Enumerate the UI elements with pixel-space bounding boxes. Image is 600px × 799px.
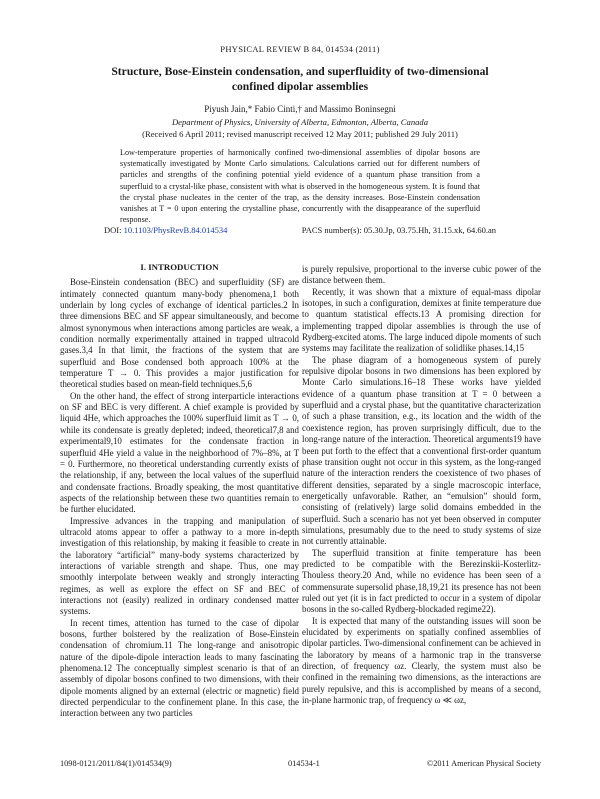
- left-column: [60, 262, 299, 720]
- paragraph: Recently, it was shown that a mixture of equal-mass dipolar isotopes, in such a configuration, demixes at finite temperature due to quantum statistical effects.13 A promising direction for implementing trapped dipolar assemblies is through the use of Rydberg-excited atoms. The large induced dipole moments of such systems may facilitate the realization of solidlike phases.14,15: [302, 286, 541, 354]
- paragraph: The phase diagram of a homogeneous system of purely repulsive dipolar bosons in two dimensions has been explored by Monte Carlo simulations.16–18 These works have yielded evidence of a quantum phase transition at T = 0 between a superfluid and a crystal phase, but the quantitative characterization of such a phase transition, e.g., its location and the width of the coexistence region, has proven surprisingly difficult, due to the long-range nature of the interaction. Theoretical arguments19 have been put forth to the effect that a conventional first-order quantum phase transition ought not occur in this system, as the long-ranged nature of the interaction renders the coexistence of two phases of different densities, separated by a single macroscopic interface, energetically unfavorable. Rather, an “emulsion” should form, consisting of (relatively) large solid domains embedded in the superfluid. Such a scenario has not yet been observed in computer simulations, presumably due to the need to study systems of size not currently attainable.: [302, 354, 541, 547]
- abstract: Low-temperature properties of harmonically confined two-dimensional assemblies of dipolar bosons are systematically investigated by Monte Carlo simulations. Calculations carried out for different numbers of particles and strengths of the confining potential yield evidence of a quantum phase transition from a superfluid to a crystal-like phase, consistent with what is observed in the homogeneous system. It is found that the crystal phase nucleates in the center of the trap, as the density increases. Bose-Einstein condensation vanishes at T = 0 upon entering the crystalline phase, concurrently with the disappearance of the superfluid response.: [120, 148, 480, 225]
- right-column: [302, 264, 541, 706]
- pacs-numbers: PACS number(s): 05.30.Jp, 03.75.Hh, 31.15.xk, 64.60.an: [301, 225, 496, 235]
- paragraph: In recent times, attention has turned to the case of dipolar bosons, further bolstered by the realization of Bose-Einstein condensation of chromium.11 The long-range and anisotropic nature of the dipole-dipole interaction leads to many fascinating phenomena.12 The conceptually simplest scenario is that of an assembly of dipolar bosons confined to two dimensions, with their dipole moments aligned by an external (electric or magnetic) field directed perpendicular to the confinement plane. In this case, the interaction between any two particles: [60, 617, 299, 719]
- running-head: PHYSICAL REVIEW B 84, 014534 (2011): [220, 44, 380, 54]
- footer-copyright: ©2011 American Physical Society: [426, 759, 541, 768]
- paragraph: is purely repulsive, proportional to the inverse cubic power of the distance between them.: [302, 264, 541, 286]
- paragraph: Bose-Einstein condensation (BEC) and superfluidity (SF) are intimately connected quantum many-body phenomena,1 both underlain by long cycles of exchange of identical particles.2 In three dimensions BEC and SF appear simultaneously, and become almost synonymous when interactions among particles are weak, a condition normally experimentally attained in trapped ultracold gases.3,4 In that limit, the fractions of the system that are superfluid and Bose condensed both approach 100% at the temperature T → 0. This provides a major justification for theoretical studies based on mean-field techniques.5,6: [60, 277, 299, 390]
- author-list: Piyush Jain,* Fabio Cinti,† and Massimo Boninsegni: [204, 104, 396, 114]
- footer-issn: 1098-0121/2011/84(1)/014534(9): [60, 759, 172, 768]
- paragraph: The superfluid transition at finite temperature has been predicted to be compatible with the Berezinskii-Kosterlitz-Thouless theory.20 And, while no evidence has been seen of a commensurate supersolid phase,18,19,21 its presence has not been ruled out yet (it is in fact predicted to occur in a system of dipolar bosons in the so-called Rydberg-blockaded regime22).: [302, 547, 541, 615]
- doi: [104, 225, 227, 235]
- paragraph: Impressive advances in the trapping and manipulation of ultracold atoms appear to offer a pathway to a more in-depth investigation of this relationship, by making it feasible to create in the laboratory “artificial” many-body systems characterized by interactions of variable strength and shape. Thus, one may smoothly interpolate between weakly and strongly interacting regimes, as well as explore the effect on SF and BEC of interactions not (easily) realized in ordinary condensed matter systems.: [60, 515, 299, 617]
- affiliation: Department of Physics, University of Alberta, Edmonton, Alberta, Canada: [171, 117, 429, 127]
- doi-link[interactable]: 10.1103/PhysRevB.84.014534: [123, 225, 228, 235]
- doi-label: DOI:: [104, 225, 122, 235]
- section-heading: I. INTRODUCTION: [140, 262, 219, 272]
- paragraph: It is expected that many of the outstanding issues will soon be elucidated by experiments on spatially confined assemblies of dipolar particles. Two-dimensional confinement can be achieved in the laboratory by means of a harmonic trap in the transverse direction, of frequency ωz. Clearly, the system must also be confined in the remaining two dimensions, as the interactions are purely repulsive, and this is accomplished by means of a second, in-plane harmonic trap, of frequency ω ≪ ωz,: [302, 615, 541, 706]
- article-title: Structure, Bose-Einstein condensation, and superfluidity of two-dimensional confined dipolar assemblies: [111, 65, 489, 93]
- footer-page-number: 014534-1: [288, 759, 320, 768]
- publication-history: (Received 6 April 2011; revised manuscript received 12 May 2011; published 29 July 2011): [142, 129, 458, 139]
- paragraph: On the other hand, the effect of strong interparticle interactions on SF and BEC is very different. A chief example is provided by liquid 4He, which approaches the 100% superfluid limit as T → 0, while its condensate is greatly depleted; indeed, theoretical7,8 and experimental9,10 estimates for the condensate fraction in superfluid 4He yield a value in the neighborhood of 7%–8%, at T = 0. Furthermore, no theoretical understanding currently exists of the relationship, if any, between the local values of the superfluid and condensate fractions. Broadly speaking, the most quantitative aspects of the relationship between these two quantities remain to be further elucidated.: [60, 390, 299, 515]
